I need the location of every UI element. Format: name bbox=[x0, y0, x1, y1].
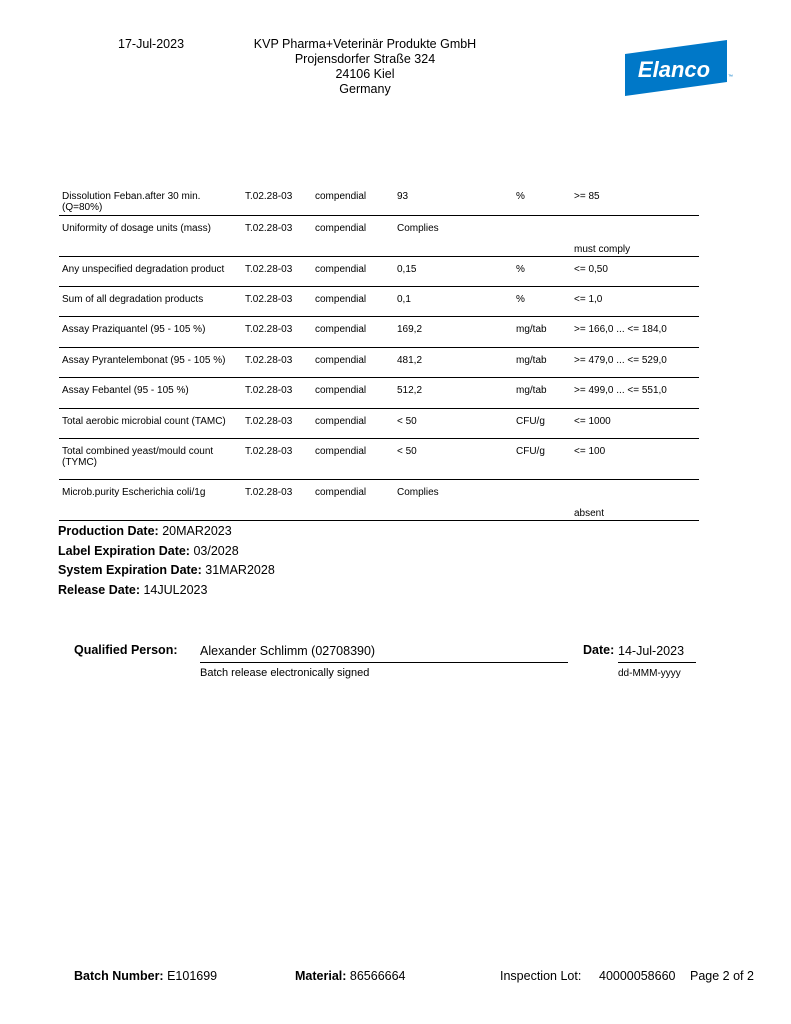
test-type: compendial bbox=[315, 416, 367, 427]
test-name: Assay Febantel (95 - 105 %) bbox=[62, 385, 189, 396]
signature-date-value: 14-Jul-2023 bbox=[618, 644, 696, 663]
test-spec: >= 499,0 ... <= 551,0 bbox=[574, 385, 667, 396]
production-date-value: 20MAR2023 bbox=[162, 524, 232, 538]
system-expiration-label: System Expiration Date: bbox=[58, 563, 202, 578]
test-method: T.02.28-03 bbox=[245, 191, 293, 202]
table-row bbox=[59, 216, 699, 257]
material-value: 86566664 bbox=[349, 969, 406, 983]
inspection-lot-label: Inspection Lot: bbox=[500, 969, 582, 983]
test-unit: mg/tab bbox=[516, 385, 547, 396]
test-unit: % bbox=[516, 264, 525, 275]
table-row bbox=[59, 378, 699, 409]
test-method: T.02.28-03 bbox=[245, 324, 293, 335]
test-method: T.02.28-03 bbox=[245, 355, 293, 366]
table-row bbox=[59, 480, 699, 521]
batch-number-value: E101699 bbox=[167, 969, 218, 983]
logo-text: Elanco bbox=[637, 57, 711, 82]
company-city: 24106 Kiel bbox=[335, 67, 395, 81]
test-name: Total combined yeast/mould count (TYMC) bbox=[62, 446, 214, 468]
qualified-person-label: Qualified Person: bbox=[74, 643, 178, 657]
test-value: < 50 bbox=[397, 446, 417, 457]
table-row bbox=[59, 439, 699, 480]
test-value: 0,1 bbox=[397, 294, 411, 305]
table-row bbox=[59, 317, 699, 348]
elanco-logo bbox=[625, 40, 733, 96]
test-unit: % bbox=[516, 191, 525, 202]
table-row bbox=[59, 348, 699, 378]
page-number: Page 2 of 2 bbox=[690, 969, 754, 983]
test-spec: >= 479,0 ... <= 529,0 bbox=[574, 355, 667, 366]
test-type: compendial bbox=[315, 487, 367, 498]
system-expiration-date bbox=[58, 561, 275, 581]
test-name: Total aerobic microbial count (TAMC) bbox=[62, 416, 226, 427]
signature-date-format: dd-MMM-yyyy bbox=[618, 668, 681, 679]
test-name: Sum of all degradation products bbox=[62, 294, 204, 305]
release-date-label: Release Date: bbox=[58, 583, 140, 598]
test-value: 93 bbox=[397, 191, 409, 202]
release-date bbox=[58, 581, 275, 601]
test-value: 481,2 bbox=[397, 355, 423, 366]
test-value: 512,2 bbox=[397, 385, 423, 396]
test-spec: <= 100 bbox=[574, 446, 606, 457]
company-street: Projensdorfer Straße 324 bbox=[294, 52, 436, 66]
test-unit: CFU/g bbox=[516, 446, 545, 457]
test-name: Microb.purity Escherichia coli/1g bbox=[62, 487, 206, 498]
test-type: compendial bbox=[315, 385, 367, 396]
test-method: T.02.28-03 bbox=[245, 487, 293, 498]
test-spec: >= 85 bbox=[574, 191, 600, 202]
label-expiration-date bbox=[58, 542, 275, 562]
production-date-label: Production Date: bbox=[58, 524, 159, 538]
test-unit: mg/tab bbox=[516, 324, 547, 335]
test-unit: mg/tab bbox=[516, 355, 547, 366]
table-row bbox=[59, 184, 699, 216]
test-value: < 50 bbox=[397, 416, 417, 427]
document-date: 17-Jul-2023 bbox=[118, 37, 185, 51]
test-method: T.02.28-03 bbox=[245, 446, 293, 457]
test-method: T.02.28-03 bbox=[245, 264, 293, 275]
qualified-person-name: Alexander Schlimm (02708390) bbox=[200, 644, 568, 663]
test-name: Assay Praziquantel (95 - 105 %) bbox=[62, 324, 206, 335]
test-name: Assay Pyrantelembonat (95 - 105 %) bbox=[62, 355, 226, 366]
company-address bbox=[200, 37, 530, 97]
signature-note: Batch release electronically signed bbox=[200, 667, 370, 679]
system-expiration-value: 31MAR2028 bbox=[205, 563, 275, 578]
test-type: compendial bbox=[315, 446, 367, 457]
test-value: 0,15 bbox=[397, 264, 417, 275]
test-type: compendial bbox=[315, 294, 367, 305]
test-unit: CFU/g bbox=[516, 416, 545, 427]
date-summary bbox=[58, 522, 275, 601]
test-spec: <= 0,50 bbox=[574, 264, 608, 275]
test-method: T.02.28-03 bbox=[245, 416, 293, 427]
test-spec: <= 1,0 bbox=[574, 294, 603, 305]
test-spec: >= 166,0 ... <= 184,0 bbox=[574, 324, 667, 335]
test-method: T.02.28-03 bbox=[245, 385, 293, 396]
release-date-value: 14JUL2023 bbox=[143, 583, 208, 598]
test-method: T.02.28-03 bbox=[245, 294, 293, 305]
label-expiration-value: 03/2028 bbox=[193, 543, 239, 558]
logo-trademark: ™ bbox=[728, 74, 733, 80]
signature-date-label: Date: bbox=[583, 643, 615, 657]
test-spec: must comply bbox=[574, 244, 631, 255]
test-value: Complies bbox=[397, 487, 439, 498]
production-date bbox=[58, 522, 275, 542]
test-name: Any unspecified degradation product bbox=[62, 264, 225, 275]
results-table bbox=[59, 184, 699, 521]
test-type: compendial bbox=[315, 223, 367, 234]
table-row bbox=[59, 257, 699, 287]
material-label: Material: bbox=[295, 969, 347, 983]
test-spec: <= 1000 bbox=[574, 416, 611, 427]
inspection-lot-value: 40000058660 bbox=[599, 969, 676, 983]
batch-number bbox=[74, 969, 217, 983]
batch-number-label: Batch Number: bbox=[74, 969, 164, 983]
test-spec: absent bbox=[574, 508, 605, 519]
test-name: Dissolution Feban.after 30 min. (Q=80%) bbox=[62, 191, 201, 213]
company-country: Germany bbox=[339, 82, 391, 96]
test-type: compendial bbox=[315, 324, 367, 335]
material-number bbox=[295, 969, 406, 983]
table-row bbox=[59, 409, 699, 439]
test-name: Uniformity of dosage units (mass) bbox=[62, 223, 211, 234]
test-unit: % bbox=[516, 294, 525, 305]
test-type: compendial bbox=[315, 355, 367, 366]
test-value: 169,2 bbox=[397, 324, 423, 335]
test-type: compendial bbox=[315, 191, 367, 202]
label-expiration-label: Label Expiration Date: bbox=[58, 543, 190, 558]
test-type: compendial bbox=[315, 264, 367, 275]
test-value: Complies bbox=[397, 223, 439, 234]
table-row bbox=[59, 287, 699, 317]
test-method: T.02.28-03 bbox=[245, 223, 293, 234]
company-name: KVP Pharma+Veterinär Produkte GmbH bbox=[253, 37, 477, 51]
